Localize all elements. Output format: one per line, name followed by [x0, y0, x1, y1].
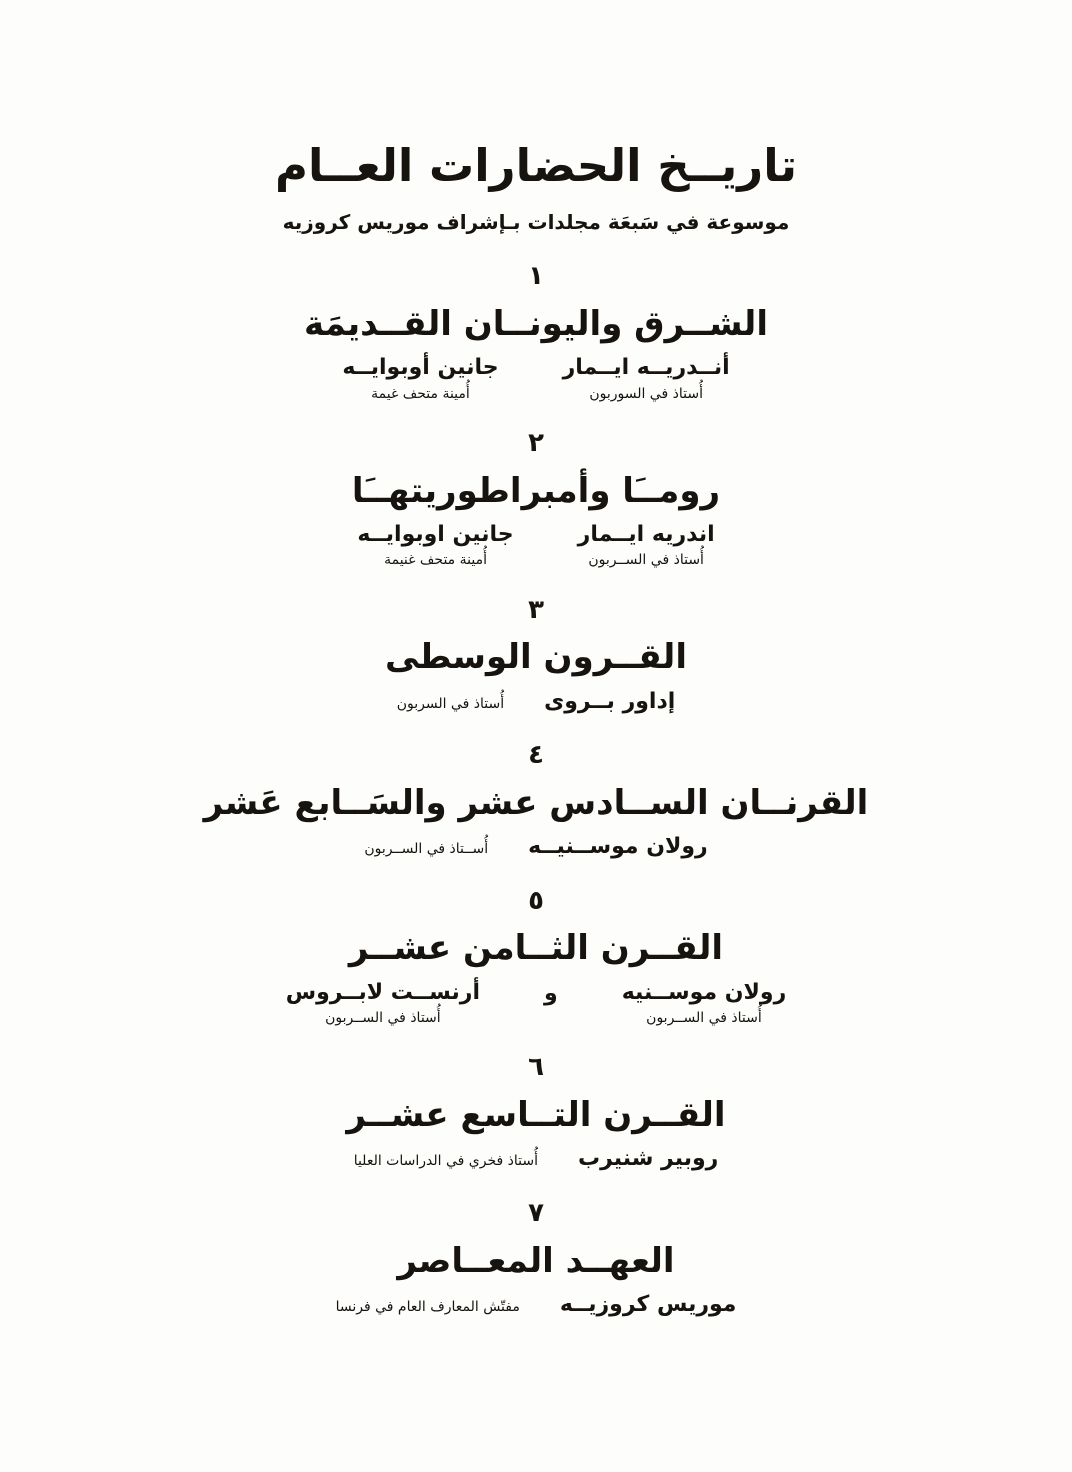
volume-title: القرنــان الســادس عشر والسَــابع عَشر: [203, 782, 869, 823]
volume-title: القــرن الثــامن عشــر: [348, 928, 724, 969]
volume-authors: [0, 979, 1072, 1028]
volume-authors: [0, 1291, 1072, 1319]
author-block: [357, 521, 513, 570]
author-block: [563, 354, 730, 403]
author-role: أُستاذ في الســربون: [646, 1010, 762, 1027]
volume-title: القــرون الوسطى: [385, 637, 687, 678]
author-block: [578, 521, 715, 570]
volume-1-section: [0, 260, 1072, 403]
author-role: أُستاذ في السوربون: [589, 385, 703, 402]
volume-number: ٥: [528, 885, 544, 916]
volume-title: العهــد المعــاصر: [397, 1240, 675, 1281]
author-role: أُمينة متحف غيمة: [371, 385, 470, 402]
author-name: روبير شنيرب: [577, 1146, 719, 1172]
author-role: أُســتاذ في الســربون: [364, 841, 489, 858]
volume-title: الشــرق واليونــان القــديمَة: [304, 304, 768, 345]
volume-authors: [0, 521, 1072, 570]
volume-number: ٣: [528, 594, 544, 625]
author-name: أرنســت لابــروس: [285, 979, 480, 1005]
author-block: [286, 979, 480, 1028]
volume-number: ٦: [528, 1052, 544, 1083]
volume-7-section: [0, 1197, 1072, 1318]
author-block: [622, 979, 787, 1028]
author-role: أُستاذ في السربون: [396, 695, 505, 712]
author-name: جانين أوبوايــه: [342, 355, 499, 381]
author-role: أُستاذ في الســربون: [588, 552, 704, 569]
volume-2-section: [0, 427, 1072, 570]
book-subtitle: موسوعة في سَبعَة مجلدات بـإشراف موريس كروزيه: [282, 210, 790, 235]
volume-5-section: [0, 885, 1072, 1028]
author-name: إداور بــروى: [544, 688, 676, 714]
volume-number: ٧: [528, 1197, 544, 1228]
author-role: مفتّش المعارف العام في فرنسا: [335, 1298, 520, 1315]
volume-6-section: [0, 1051, 1072, 1172]
author-name: موريس كروزيــه: [559, 1291, 737, 1317]
volume-title: رومــَا وأمبراطوريتهــَا: [351, 470, 721, 511]
volume-title: القــرن التــاسع عشــر: [346, 1095, 726, 1136]
volume-authors: [0, 1145, 1072, 1173]
author-name: رولان موســنيه: [621, 979, 787, 1005]
author-name: جانين اوبوايــه: [357, 521, 514, 547]
volume-number: ١: [528, 261, 544, 292]
author-name: رولان موســنيــه: [528, 834, 708, 860]
author-name: أنــدريــه ايــمار: [562, 355, 730, 381]
volume-4-section: [0, 739, 1072, 860]
volume-authors: [0, 354, 1072, 403]
author-role: أُمينة متحف غنيمة: [384, 552, 487, 569]
and-separator: و: [544, 980, 558, 1006]
volume-3-section: [0, 594, 1072, 715]
volume-number: ٢: [528, 427, 544, 458]
author-role: أُستاذ في الســربون: [325, 1010, 441, 1027]
volume-authors: [0, 833, 1072, 861]
author-block: [342, 354, 498, 403]
author-name: اندريه ايــمار: [577, 521, 715, 547]
volume-authors: [0, 688, 1072, 716]
author-role: أُستاذ فخري في الدراسات العليا: [353, 1153, 538, 1170]
volume-number: ٤: [528, 740, 544, 771]
book-title: تاريــخ الحضارات العــام: [274, 139, 798, 192]
